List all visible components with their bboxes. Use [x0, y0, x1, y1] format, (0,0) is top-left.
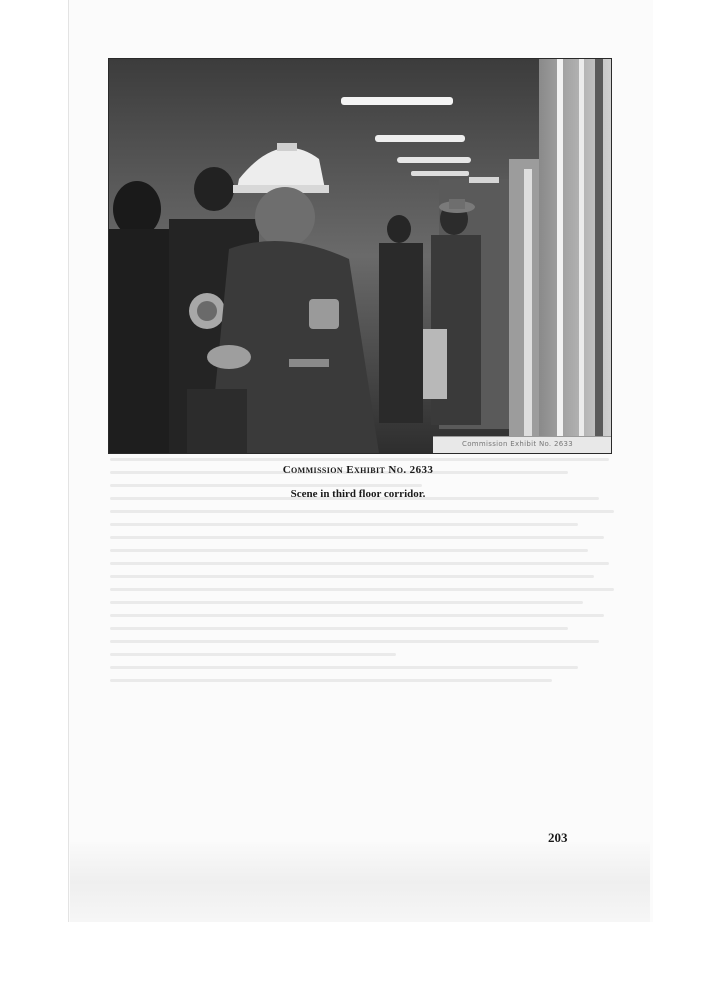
exhibit-photograph — [108, 58, 612, 454]
exhibit-caption: Scene in third floor corridor. — [290, 488, 426, 500]
photo-stamp-text: Commission Exhibit No. 2633 — [462, 440, 574, 448]
bleed-through-text — [110, 458, 630, 758]
scan-shadow — [70, 842, 650, 922]
exhibit-title: Commission Exhibit No. 2633 — [282, 464, 434, 476]
page-number: 203 — [548, 830, 568, 845]
corridor-photo-illustration — [109, 59, 611, 453]
